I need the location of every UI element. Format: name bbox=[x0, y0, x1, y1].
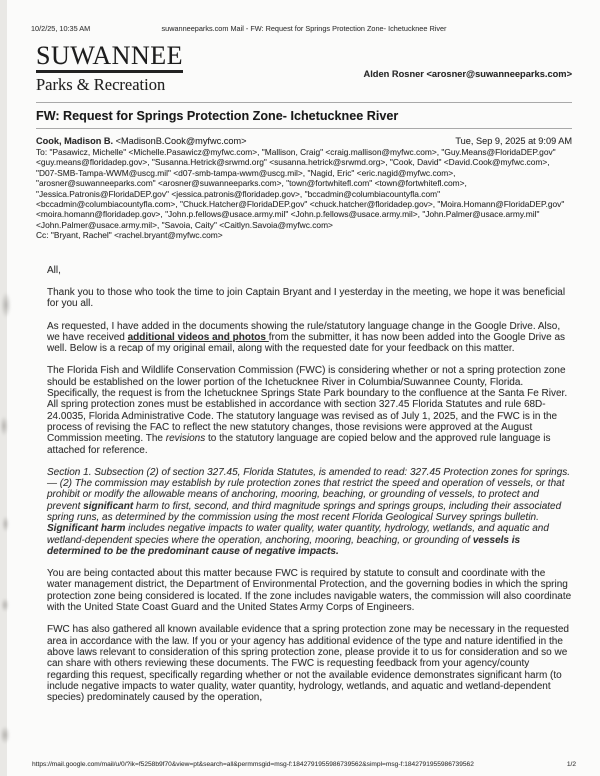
scan-smudge bbox=[2, 516, 9, 532]
sender-address: <MadisonB.Cook@myfwc.com> bbox=[113, 136, 247, 146]
logo-wordmark: SUWANNEE bbox=[36, 43, 183, 73]
scan-smudge bbox=[1, 598, 9, 612]
text-run-bold: vessels is determined to be the predominant cause of negative impacts. bbox=[47, 534, 521, 557]
text-run: The Florida Fish and Wildlife Conservation Commission (FWC) is considering whether or not a spring protection zone should be established on the lower portion of the Ichetucknee River in Columbia/Suwannee County, Florida. Specifically, the request is from the Ichetucknee Springs State Park boundary to the confluence at the Santa Fe River. All spring protection zones must be established in accordance with section 327.45 Florida Statutes and rule 68D-24.0035, Florida Administrative Code. The statutory language was revised as of July 1, 2025, and the FWC is in the process of revising the FAC to reflect the new statutory changes, those revisions were approved at the August Commission meeting. The bbox=[47, 365, 568, 445]
account-owner: Alden Rosner <arosner@suwanneeparks.com> bbox=[363, 69, 572, 79]
page-content bbox=[31, 24, 572, 714]
paragraph-google-drive bbox=[47, 321, 572, 355]
masthead bbox=[36, 43, 572, 95]
text-run: to the statutory language are copied below and the approved rule language is attached for reference. bbox=[47, 433, 551, 456]
print-header bbox=[31, 24, 572, 34]
text-run-bold: Significant harm bbox=[47, 523, 126, 535]
email-subject: FW: Request for Springs Protection Zone- Ichetucknee River bbox=[36, 109, 399, 123]
divider-subject bbox=[36, 128, 572, 129]
sender-name: Cook, Madison B. bbox=[36, 136, 114, 146]
text-run: Section 1. Subsection (2) of section 327.45, Florida Statutes, is amended to read: 327.45 Protection zones for springs.— (2) The commission may establish by rule protection zones that restrict the speed and operation of vessels, or that prohibit or modify the allowable means of anchoring, mooring, beaching, or grounding of vessels, to protect and prevent bbox=[47, 466, 571, 512]
paragraph-fwc-considering bbox=[47, 365, 572, 455]
paragraph-thanks: Thank you to those who took the time to join Captain Bryant and I yesterday in the meeting, we hope it was beneficial for you all. bbox=[47, 286, 566, 310]
text-run: harm to first, second, and third magnitude springs and springs groups, including their associated spring runs, as determined by the commission using the most recent Florida Geological Survey springs bulletin. bbox=[47, 500, 562, 523]
text-run-italic: revisions bbox=[165, 433, 206, 445]
paragraph-evidence-request: FWC has also gathered all known available evidence that a spring protection zone may be necessary in the requested area in accordance with the law. If you or your agency has additional evidence of the type and nature identified in the above laws relevant to consideration of this spring protection zone, please provide it to us for consideration and so we can share with others reviewing these documents. The FWC is requesting feedback from your agency/county regarding this request, specifically regarding whether or not the available evidence demonstrates significant harm (to include negative impacts to water quality, water quantity, hydrology, wetlands, and aquatic and wetland-dependent species) predominately caused by the operation, bbox=[47, 624, 569, 704]
text-run: from the submitter, it has now been added into the Google Drive as well. Below is a recap of my original email, along with the requested date for your feedback on this matter. bbox=[47, 331, 566, 355]
text-run: As requested, I have added in the documents showing the rule/statutory language change in the Google Drive. Also, we have received bbox=[47, 320, 561, 343]
text-run-bold: significant bbox=[83, 500, 134, 512]
message-date: Tue, Sep 9, 2025 at 9:09 AM bbox=[455, 136, 572, 146]
paragraph-contact-reason: You are being contacted about this matter because FWC is required by statute to consult and coordinate with the water management district, the Department of Environmental Protection, and the governing bodies in which the spring protection zone being considered is located. If the zone includes navigable waters, the commission will also coordinate with the United State Coast Guard and the United States Army Corps of Engineers. bbox=[47, 568, 572, 614]
suwannee-parks-logo bbox=[36, 43, 183, 95]
scan-smudge bbox=[0, 726, 10, 744]
from-row bbox=[36, 136, 572, 146]
recipients-cc: Cc: "Bryant, Rachel" <rachel.bryant@myfwc.com> bbox=[36, 230, 223, 241]
sender bbox=[36, 136, 246, 146]
greeting: All, bbox=[47, 264, 61, 276]
paragraph-statute bbox=[47, 467, 572, 557]
footer-url: https://mail.google.com/mail/u/0/?ik=f5258b9f70&view=pt&search=all&permmsgid=msg-f:1842791955986739562&simpl=msg-f:1842791955986739562 bbox=[32, 761, 474, 768]
logo-subtitle: Parks & Recreation bbox=[36, 75, 166, 94]
scan-edge-strip bbox=[0, 0, 7, 776]
recipients-to: To: "Pasawicz, Michelle" <Michelle.Pasawicz@myfwc.com>, "Mallison, Craig" <craig.mallison@myfwc.com>, "Guy.Means@FloridaDEP.gov" <guy.means@floridadep.gov>, "Susanna.Hetrick@srwmd.org" <susanna.hetrick@srwmd.org>, "Cook, David" <David.Cook@myfwc.com>, "D07-SMB-Tampa-WWM@uscg.mil" <d07-smb-tampa-wwm@uscg.mil>, "Nagid, Eric" <eric.nagid@myfwc.com>, "arosner@suwanneeparks.com" <arosner@suwanneeparks.com>, "town@fortwhitefl.com" <town@fortwhitefl.com>, "Jessica.Patronis@FloridaDEP.gov" <jessica.patronis@floridadep.gov>, "bccadmin@columbiacountyfla.com" <bccadmin@columbiacountyfla.com>, "Chuck.Hatcher@FloridaDEP.gov" <chuck.hatcher@floridadep.gov>, "Moira.Homann@FloridaDEP.gov" <moira.homann@floridadep.gov>, "John.p.fellows@usace.army.mil" <John.p.fellows@usace.army.mil>, "John.Palmer@usace.army.mil" <John.Palmer@usace.army.mil>, "Savoia, Caity" <Caitlyn.Savoia@myfwc.com> bbox=[36, 147, 565, 230]
divider-top bbox=[36, 102, 572, 103]
print-page-title: suwanneeparks.com Mail - FW: Request for Springs Protection Zone- Ichetucknee River bbox=[161, 24, 447, 33]
text-run: includes negative impacts to water quality, water quantity, hydrology, wetlands, and aquatic and wetland-dependent species where the operation, anchoring, mooring, beaching, or grounding of bbox=[47, 523, 549, 546]
scan-smudge bbox=[0, 416, 8, 436]
page-number: 1/2 bbox=[566, 761, 576, 768]
scan-smudge bbox=[1, 292, 11, 318]
page-footer bbox=[32, 761, 576, 768]
print-timestamp: 10/2/25, 10:35 AM bbox=[31, 24, 91, 33]
email-body bbox=[47, 265, 572, 704]
text-run-bold-underline: additional videos and photos bbox=[127, 331, 269, 343]
